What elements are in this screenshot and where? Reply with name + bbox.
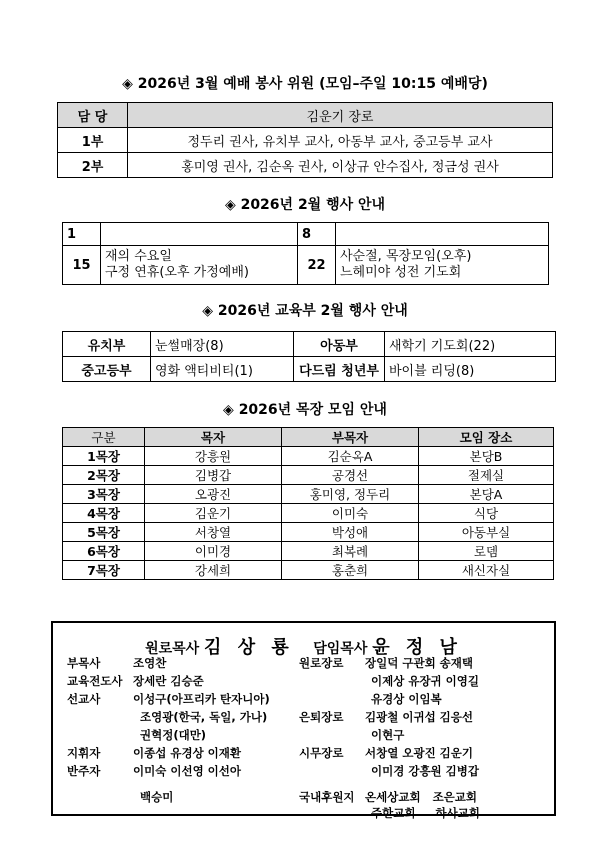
mokjang-leader: 김병갑 xyxy=(145,466,282,485)
staff-names: 장일덕 구관회 송재택 xyxy=(365,656,474,670)
table-row xyxy=(63,447,554,466)
staff-label: 원로장로 xyxy=(299,656,344,670)
table-row xyxy=(63,504,554,523)
staff-names: 조영광(한국, 독일, 가나) xyxy=(140,710,268,724)
event-date: 8 xyxy=(298,223,336,246)
mokjang-header: 목자 xyxy=(145,428,282,447)
event-text xyxy=(101,246,298,285)
staff-names: 백승미 xyxy=(140,790,174,804)
mokjang-leader: 강흥원 xyxy=(145,447,282,466)
staff-row xyxy=(371,691,442,707)
mokjang-group: 2목장 xyxy=(63,466,145,485)
event-date: 15 xyxy=(63,246,101,285)
mokjang-group: 6목장 xyxy=(63,542,145,561)
service-row-value: 정두리 권사, 유치부 교사, 아동부 교사, 중고등부 교사 xyxy=(128,128,553,153)
table-row xyxy=(63,246,549,285)
staff-row xyxy=(299,745,473,761)
staff-names: 서창열 오광진 김운기 xyxy=(365,746,474,760)
staff-box xyxy=(51,621,556,820)
table-row xyxy=(63,542,554,561)
edu-dept-label: 다드림 청년부 xyxy=(294,357,385,382)
staff-names: 권혁정(대만) xyxy=(140,728,207,742)
edu-dept-value: 눈썰매장(8) xyxy=(151,332,294,357)
mokjang-place: 절제실 xyxy=(419,466,554,485)
event-text xyxy=(336,223,549,246)
staff-names: 이현구 xyxy=(371,728,405,742)
table-row xyxy=(63,357,556,382)
mokjang-subleader: 공경선 xyxy=(282,466,419,485)
mokjang-leader: 이미경 xyxy=(145,542,282,561)
mokjang-group: 4목장 xyxy=(63,504,145,523)
table-row xyxy=(58,153,553,178)
mokjang-group: 3목장 xyxy=(63,485,145,504)
staff-row xyxy=(299,655,473,671)
staff-row xyxy=(67,655,166,671)
mokjang-leader: 김운기 xyxy=(145,504,282,523)
edu-dept-label: 아동부 xyxy=(294,332,385,357)
mokjang-place: 본당B xyxy=(419,447,554,466)
mokjang-subleader: 김순옥A xyxy=(282,447,419,466)
mokjang-place: 식당 xyxy=(419,504,554,523)
table-row xyxy=(63,523,554,542)
mokjang-subleader: 홍춘희 xyxy=(282,561,419,580)
senior-name: 윤 정 남 xyxy=(372,637,462,658)
mokjang-table xyxy=(62,427,554,580)
staff-row xyxy=(67,673,204,689)
staff-label: 국내후원지 xyxy=(299,790,355,804)
table-row xyxy=(63,428,554,447)
mokjang-place: 새신자실 xyxy=(419,561,554,580)
staff-names: 이종섭 유경상 이재환 xyxy=(133,746,242,760)
staff-names: 이성구(아프리카 탄자니아) xyxy=(133,692,270,706)
event-line: 사순절, 목장모임(오후) xyxy=(340,249,472,264)
staff-names: 이제상 유장귀 이영길 xyxy=(371,674,479,688)
edu-table xyxy=(62,331,556,382)
staff-row xyxy=(299,789,477,805)
mokjang-title: ◈ 2026년 목장 모임 안내 xyxy=(223,402,387,418)
mokjang-leader: 오광진 xyxy=(145,485,282,504)
mokjang-place: 아동부실 xyxy=(419,523,554,542)
event-date: 1 xyxy=(63,223,101,246)
table-row xyxy=(58,128,553,153)
staff-names: 이미경 강흥원 김병갑 xyxy=(371,764,479,778)
staff-row xyxy=(67,763,241,779)
event-date: 22 xyxy=(298,246,336,285)
mokjang-group: 1목장 xyxy=(63,447,145,466)
mokjang-subleader: 이미숙 xyxy=(282,504,419,523)
service-row-label: 2부 xyxy=(58,153,128,178)
edu-dept-value: 바이블 리딩(8) xyxy=(385,357,556,382)
mokjang-place: 본당A xyxy=(419,485,554,504)
mokjang-leader: 서창열 xyxy=(145,523,282,542)
staff-label: 지휘자 xyxy=(67,746,101,760)
staff-label: 선교사 xyxy=(67,692,101,706)
staff-names: 조영찬 xyxy=(133,656,167,670)
mokjang-subleader: 최복례 xyxy=(282,542,419,561)
service-title: ◈ 2026년 3월 예배 봉사 위원 (모임–주일 10:15 예배당) xyxy=(122,76,488,92)
mokjang-header: 구분 xyxy=(63,428,145,447)
staff-names: 이미숙 이선영 이선아 xyxy=(133,764,242,778)
event-line: 느헤미야 성전 기도회 xyxy=(340,265,462,280)
service-row-value: 홍미영 권사, 김순옥 권사, 이상규 안수집사, 정금성 권사 xyxy=(128,153,553,178)
mokjang-header: 부목자 xyxy=(282,428,419,447)
staff-row xyxy=(299,709,473,725)
staff-names: 유경상 이임복 xyxy=(371,692,442,706)
event-text xyxy=(101,223,298,246)
emeritus-label: 원로목사 xyxy=(145,641,200,657)
staff-label: 반주자 xyxy=(67,764,101,778)
staff-names: 온세상교회 조은교회 xyxy=(365,790,478,804)
table-row xyxy=(63,485,554,504)
event-line: 재의 수요일 xyxy=(105,249,172,264)
mokjang-group: 5목장 xyxy=(63,523,145,542)
edu-dept-label: 유치부 xyxy=(63,332,151,357)
mokjang-subleader: 홍미영, 정두리 xyxy=(282,485,419,504)
events-title: ◈ 2026년 2월 행사 안내 xyxy=(224,197,386,213)
staff-row xyxy=(67,745,241,761)
staff-row xyxy=(140,789,173,805)
event-line: 구정 연휴(오후 가정예배) xyxy=(105,265,249,280)
service-row-label: 1부 xyxy=(58,128,128,153)
staff-label: 부목사 xyxy=(67,656,101,670)
service-header-label: 담 당 xyxy=(58,103,128,128)
edu-dept-value: 새학기 기도회(22) xyxy=(385,332,556,357)
table-row xyxy=(63,332,556,357)
staff-row xyxy=(140,727,206,743)
staff-names: 주한교회 하사교회 xyxy=(371,806,480,820)
table-row xyxy=(63,223,549,246)
mokjang-place: 로뎀 xyxy=(419,542,554,561)
edu-dept-label: 중고등부 xyxy=(63,357,151,382)
emeritus-name: 김 상 룡 xyxy=(204,637,294,658)
staff-label: 은퇴장로 xyxy=(299,710,344,724)
staff-names: 김광철 이귀섭 김응선 xyxy=(365,710,474,724)
events-table xyxy=(62,222,549,285)
mokjang-subleader: 박성애 xyxy=(282,523,419,542)
table-row xyxy=(58,103,553,128)
mokjang-group: 7목장 xyxy=(63,561,145,580)
edu-title: ◈ 2026년 교육부 2월 행사 안내 xyxy=(202,303,408,319)
mokjang-header: 모임 장소 xyxy=(419,428,554,447)
senior-label: 담임목사 xyxy=(313,641,368,657)
staff-row xyxy=(67,691,270,707)
staff-row xyxy=(371,673,479,689)
staff-row xyxy=(371,805,480,821)
staff-row xyxy=(371,763,479,779)
table-row xyxy=(63,466,554,485)
staff-row xyxy=(371,727,404,743)
staff-names: 장세란 김승준 xyxy=(133,674,204,688)
service-table xyxy=(57,102,553,178)
staff-label: 시무장로 xyxy=(299,746,344,760)
mokjang-leader: 강세희 xyxy=(145,561,282,580)
table-row xyxy=(63,561,554,580)
staff-label: 교육전도사 xyxy=(67,674,123,688)
edu-dept-value: 영화 액티비티(1) xyxy=(151,357,294,382)
event-text xyxy=(336,246,549,285)
service-header-value: 김운기 장로 xyxy=(128,103,553,128)
staff-row xyxy=(140,709,267,725)
